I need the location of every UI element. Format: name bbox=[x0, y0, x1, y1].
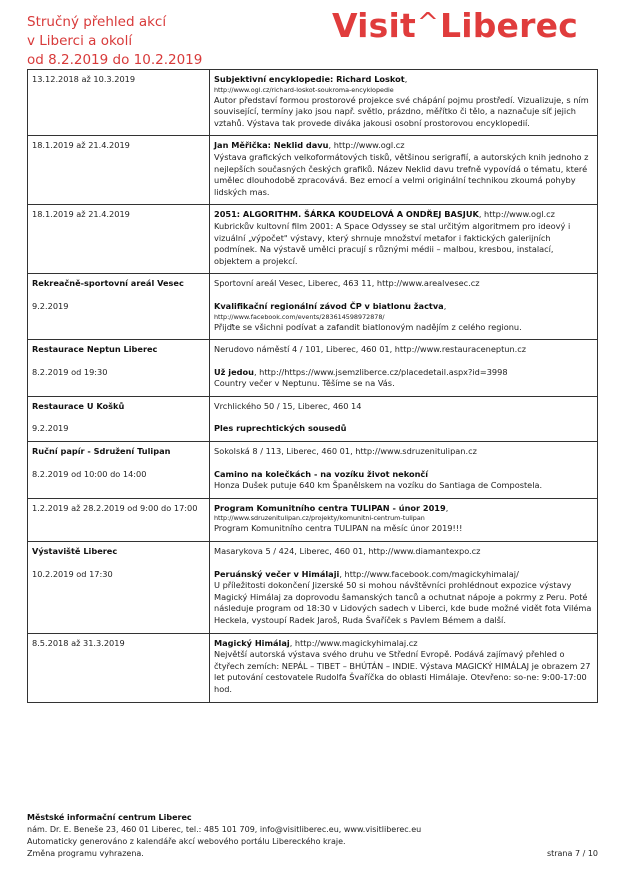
event-link[interactable]: , http://www.magickyhimalaj.cz bbox=[289, 637, 418, 648]
venue-row bbox=[28, 340, 598, 397]
event-date: 8.5.2018 až 31.3.2019 bbox=[28, 633, 210, 702]
event-details: Subjektivní encyklopedie: Richard Loskot, http://www.ogl.cz/richard-loskot-soukroma-encyklopedie Autor představí formou prostorové projekce své chápání pojmu prostředí. Vizualizuje, s ním související, termíny jako jsou např. světlo, prázdno, měřítko či tělo, a naznačuje síť jejich vztahů. Výstava tak provede diváka jakousi osobní prostorovou encyklopedií. bbox=[210, 70, 598, 136]
event-details bbox=[210, 442, 598, 499]
event-date: 18.1.2019 až 21.4.2019 bbox=[28, 205, 210, 274]
event-title[interactable]: Už jedou bbox=[214, 366, 254, 377]
event-link[interactable]: , http://www.ogl.cz bbox=[328, 140, 405, 151]
event-description: Honza Dušek putuje 640 km Španělskem na vozíku do Santiaga de Compostela. bbox=[214, 480, 543, 491]
event-date: 18.1.2019 až 21.4.2019 bbox=[28, 136, 210, 205]
venue-name: Ruční papír - Sdružení Tulipan bbox=[32, 446, 171, 457]
event-date: 10.2.2019 od 17:30 bbox=[32, 568, 113, 579]
venue-address: Sportovní areál Vesec, Liberec, 463 11, http://www.arealvesec.cz bbox=[214, 278, 480, 289]
event-details bbox=[210, 136, 598, 205]
event-description: Největší autorská výstava svého druhu ve Střední Evropě. Podává zajímavý přehled o čtyřech zemích: NEPÁL – TIBET – BHÚTÁN – INDIE. Výstava MAGICKÝ HIMÁLAJ je obrazem 27 let putování cestovatele Rudolfa Švaříčka do oblasti Himálaje. Otevřeno: so-ne: 9:00-17:00 hod. bbox=[214, 649, 591, 694]
footer-disclaimer: Změna programu vyhrazena. bbox=[27, 849, 144, 858]
event-date: 8.2.2019 od 10:00 do 14:00 bbox=[32, 468, 147, 479]
event-description: Výstava grafických velkoformátových tisků, většinou serigrafií, a autorských knih jednoho z nejlepších současných českých grafiků. Název Neklid davu trefně vypovídá o tématu, které umělec dlouhodobě zpracovává. Bez emocí a velmi originální technikou zkoumá pohyby lidských mas. bbox=[214, 151, 589, 197]
venue-address: Masarykova 5 / 424, Liberec, 460 01, http://www.diamantexpo.cz bbox=[214, 546, 481, 557]
event-link[interactable]: http://www.ogl.cz/richard-loskot-soukroma-encyklopedie bbox=[214, 85, 394, 94]
event-link[interactable]: , http://www.ogl.cz bbox=[478, 209, 555, 220]
event-row bbox=[28, 70, 598, 136]
title-date-range: od 8.2.2019 do 10.2.2019 bbox=[27, 52, 203, 68]
document-title bbox=[27, 13, 202, 70]
events-table bbox=[27, 69, 598, 703]
event-title[interactable]: Subjektivní encyklopedie: Richard Loskot bbox=[214, 74, 405, 84]
event-description: Kubrickův kultovní film 2001: A Space Odyssey se stal určitým algoritmem pro ideový i vizuální „výpočet" výstavy, který shrnuje množství metafor i faktických galerijních podmínek. Na výstavě umělci pracují s různými médii – malbou, kresbou, instalací, objektem a projekcí. bbox=[214, 220, 571, 266]
event-description: Program Komunitního centra TULIPAN na měsíc únor 2019!!! bbox=[214, 523, 463, 534]
event-row bbox=[28, 498, 598, 541]
event-description: Autor představí formou prostorové projekce své chápání pojmu prostředí. Vizualizuje, s ním související, termíny jako jsou např. světlo, prázdno, měřítko či tělo, a naznačuje síť jejich vztahů. Výstava tak provede diváka jakousi osobní prostorovou encyklopedií. bbox=[214, 94, 589, 128]
event-link[interactable]: http://www.facebook.com/events/283614598972878/ bbox=[214, 312, 385, 321]
footer-org: Městské informační centrum Liberec bbox=[27, 813, 192, 822]
footer-address: nám. Dr. E. Beneše 23, 460 01 Liberec, tel.: 485 101 709, info@visitliberec.eu, www.visitliberec.eu bbox=[27, 825, 422, 834]
venue-name: Restaurace U Košků bbox=[32, 400, 125, 411]
event-title[interactable]: 2051: ALGORITHM. ŠÁRKA KOUDELOVÁ A ONDŘEJ BASJUK bbox=[214, 209, 479, 220]
venue-row bbox=[28, 542, 598, 634]
title-line-2: v Liberci a okolí bbox=[27, 33, 133, 49]
venue-cell bbox=[28, 442, 210, 499]
venue-name: Výstaviště Liberec bbox=[32, 546, 118, 557]
event-details bbox=[210, 633, 598, 702]
title-line-1: Stručný přehled akcí bbox=[27, 14, 167, 30]
event-link[interactable]: , http://www.facebook.com/magickyhimalaj/ bbox=[339, 568, 519, 579]
venue-address: Nerudovo náměstí 4 / 101, Liberec, 460 01, http://www.restauraceneptun.cz bbox=[214, 344, 527, 355]
event-details bbox=[210, 542, 598, 634]
venue-row bbox=[28, 442, 598, 499]
event-description: Country večer v Neptunu. Těšíme se na Vás. bbox=[214, 378, 395, 389]
event-title[interactable]: Kvalifikační regionální závod ČP v biatlonu žactva bbox=[214, 300, 444, 311]
venue-row bbox=[28, 274, 598, 340]
event-title[interactable]: Ples ruprechtických sousedů bbox=[214, 423, 347, 434]
event-link[interactable]: http://www.sdruzenitulipan.cz/projekty/komunitni-centrum-tulipan bbox=[214, 514, 425, 523]
page-number: strana 7 / 10 bbox=[546, 849, 598, 858]
footer bbox=[27, 812, 421, 860]
venue-name: Restaurace Neptun Liberec bbox=[32, 344, 158, 355]
venue-cell bbox=[28, 274, 210, 340]
event-details bbox=[210, 340, 598, 397]
event-title[interactable]: Program Komunitního centra TULIPAN - únor 2019 bbox=[214, 502, 446, 513]
event-date: 1.2.2019 až 28.2.2019 od 9:00 do 17:00 bbox=[28, 498, 210, 541]
event-description: U příležitosti dokončení Jizerské 50 si mohou návštěvníci prohlédnout expozice výstavy Magický Himálaj za doprovodu šamanských tanců a ochutnat nápoje a pokrmy z Peru. Poté následuje program od 18:30 v Lidových sadech v Liberci, kde bude možné vidět fota Viléma Heckela, vystoupí Radek Jaroš, Ruda Švaříček s Pavlem Bémem a další. bbox=[214, 580, 592, 625]
venue-address: Vrchlického 50 / 15, Liberec, 460 14 bbox=[214, 400, 362, 411]
footer-note: Automaticky generováno z kalendáře akcí webového portálu Libereckého kraje. bbox=[27, 837, 346, 846]
event-details: Sportovní areál Vesec, Liberec, 463 11, http://www.arealvesec.cz Kvalifikační regionální závod ČP v biatlonu žactva, http://www.facebook.com/events/283614598972878/ Přijďte se všichni podívat a zafandit biatlonovým nadějím z celého regionu. bbox=[210, 274, 598, 340]
venue-cell bbox=[28, 542, 210, 634]
venue-row bbox=[28, 396, 598, 441]
event-date: 9.2.2019 bbox=[32, 300, 69, 311]
event-details bbox=[210, 205, 598, 274]
event-title[interactable]: Magický Himálaj bbox=[214, 637, 290, 648]
event-date: 8.2.2019 od 19:30 bbox=[32, 366, 108, 377]
event-description: Přijďte se všichni podívat a zafandit biatlonovým nadějím z celého regionu. bbox=[214, 321, 522, 332]
event-date: 13.12.2018 až 10.3.2019 bbox=[28, 70, 210, 136]
venue-address: Sokolská 8 / 113, Liberec, 460 01, http://www.sdruzenitulipan.cz bbox=[214, 446, 477, 457]
event-details bbox=[210, 396, 598, 441]
venue-name: Rekreačně-sportovní areál Vesec bbox=[32, 278, 184, 289]
venue-cell bbox=[28, 340, 210, 397]
event-row bbox=[28, 136, 598, 205]
venue-cell bbox=[28, 396, 210, 441]
event-title[interactable]: Camino na kolečkách - na vozíku život nekončí bbox=[214, 468, 429, 479]
event-date: 9.2.2019 bbox=[32, 423, 69, 434]
event-link[interactable]: , http://https://www.jsemzliberce.cz/placedetail.aspx?id=3998 bbox=[253, 366, 508, 377]
event-row bbox=[28, 633, 598, 702]
event-title[interactable]: Peruánský večer v Himálaji bbox=[214, 568, 340, 579]
event-title[interactable]: Jan Měřička: Neklid davu bbox=[214, 140, 329, 151]
event-details: Program Komunitního centra TULIPAN - únor 2019, http://www.sdruzenitulipan.cz/projekty/komunitni-centrum-tulipan Program Komunitního centra TULIPAN na měsíc únor 2019!!! bbox=[210, 498, 598, 541]
event-row bbox=[28, 205, 598, 274]
visit-liberec-logo: Visit^Liberec bbox=[332, 6, 578, 45]
